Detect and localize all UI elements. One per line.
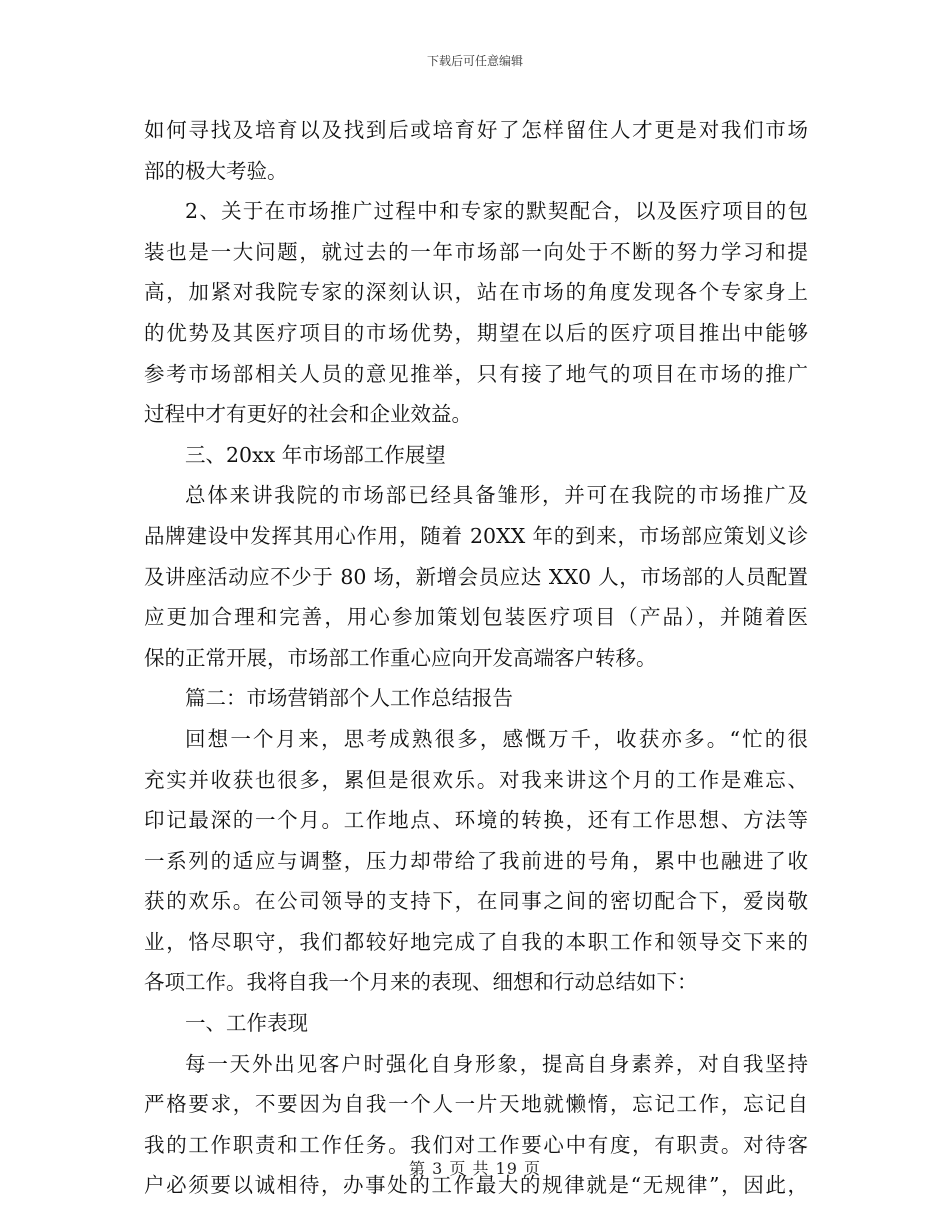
page-footer: 第 3 页 共 19 页 bbox=[409, 1159, 541, 1178]
text-line: 部的极大考验。 bbox=[144, 158, 288, 183]
page-header: 下载后可任意编辑 bbox=[426, 54, 523, 68]
text-line: 业，恪尽职守，我们都较好地完成了自我的本职工作和领导交下来的 bbox=[144, 929, 808, 954]
text-line: 高，加紧对我院专家的深刻认识，站在市场的角度发现各个专家身上 bbox=[144, 280, 808, 305]
text-line: 户必须要以诚相待，办事处的工作最大的规律就是“无规律”，因此， bbox=[144, 1173, 808, 1198]
text-line: 每一天外出见客户时强化自身形象，提高自身素养，对自我坚持 bbox=[185, 1051, 808, 1076]
text-line: 品牌建设中发挥其用心作用，随着 20XX 年的到来，市场部应策划义诊 bbox=[144, 523, 808, 548]
text-line: 我的工作职责和工作任务。我们对工作要心中有度，有职责。对待客 bbox=[144, 1132, 808, 1157]
text-line: 回想一个月来，思考成熟很多，感慨万千，收获亦多。“忙的很 bbox=[185, 726, 808, 751]
text-line: 严格要求，不要因为自我一个人一片天地就懒惰，忘记工作，忘记自 bbox=[144, 1092, 808, 1117]
text-line: 各项工作。我将自我一个月来的表现、细想和行动总结如下： bbox=[144, 970, 698, 995]
text-line: 如何寻找及培育以及找到后或培育好了怎样留住人才更是对我们市场 bbox=[144, 118, 808, 142]
text-line: 的优势及其医疗项目的市场优势，期望在以后的医疗项目推出中能够 bbox=[144, 320, 808, 345]
text-line: 及讲座活动应不少于 80 场，新增会员应达 XX0 人，市场部的人员配置 bbox=[144, 564, 808, 589]
text-line: 一、工作表现 bbox=[185, 1011, 308, 1036]
text-line: 充实并收获也很多，累但是很欢乐。对我来讲这个月的工作是难忘、 bbox=[144, 767, 808, 792]
text-line: 三、20xx 年市场部工作展望 bbox=[185, 442, 446, 467]
text-line: 篇二：市场营销部个人工作总结报告 bbox=[185, 686, 513, 711]
text-line: 过程中才有更好的社会和企业效益。 bbox=[144, 402, 472, 427]
text-line: 装也是一大问题，就过去的一年市场部一向处于不断的努力学习和提 bbox=[144, 239, 808, 264]
text-line: 2、关于在市场推广过程中和专家的默契配合，以及医疗项目的包 bbox=[185, 199, 808, 224]
text-line: 总体来讲我院的市场部已经具备雏形，并可在我院的市场推广及 bbox=[185, 483, 808, 508]
text-line: 应更加合理和完善，用心参加策划包装医疗项目（产品），并随着医 bbox=[144, 605, 808, 630]
text-line: 保的正常开展，市场部工作重心应向开发高端客户转移。 bbox=[144, 645, 657, 670]
text-line: 参考市场部相关人员的意见推举，只有接了地气的项目在市场的推广 bbox=[144, 361, 808, 386]
text-line: 获的欢乐。在公司领导的支持下，在同事之间的密切配合下，爱岗敬 bbox=[144, 889, 808, 914]
text-line: 一系列的适应与调整，压力却带给了我前进的号角，累中也融进了收 bbox=[144, 848, 808, 873]
text-line: 印记最深的一个月。工作地点、环境的转换，还有工作思想、方法等 bbox=[144, 808, 808, 833]
document-body bbox=[144, 110, 808, 1206]
